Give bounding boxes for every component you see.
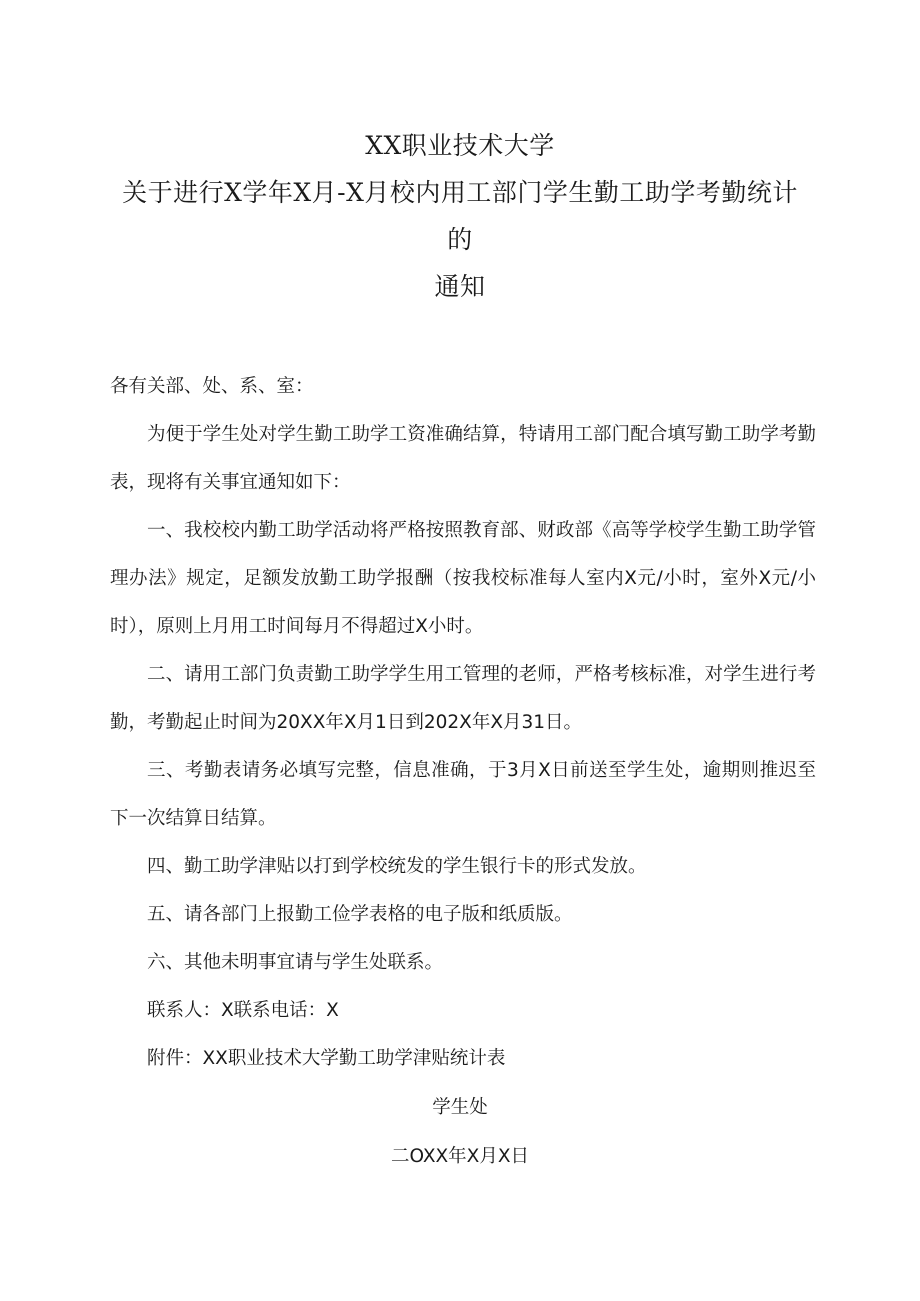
issue-date: 二OXX年X月X日 [390, 1146, 530, 1167]
paragraph-intro: 为便于学生处对学生勤工助学工资准确结算，特请用工部门配合填写勤工助学考勤表，现将有关事宜通知如下： [110, 424, 816, 493]
paragraph-item-2: 二、请用工部门负责勤工助学学生用工管理的老师，严格考核标准，对学生进行考勤，考勤起止时间为20XX年X月1日到202X年X月31日。 [110, 664, 816, 733]
title-subject: 关于进行X学年X月-X月校内用工部门学生勤工助学考勤统计 [122, 178, 798, 207]
contact-line: 联系人：X联系电话：X [147, 1000, 339, 1021]
paragraph-item-4: 四、勤工助学津贴以打到学校统发的学生银行卡的形式发放。 [147, 856, 647, 877]
paragraph-item-3: 三、考勤表请务必填写完整，信息准确，于3月X日前送至学生处，逾期则推迟至下一次结算日结算。 [110, 760, 816, 829]
paragraph-item-6: 六、其他未明事宜请与学生处联系。 [147, 952, 444, 973]
title-notice: 通知 [434, 272, 486, 301]
title-institution: XX职业技术大学 [365, 131, 555, 160]
paragraph-item-5: 五、请各部门上报勤工俭学表格的电子版和纸质版。 [147, 904, 573, 925]
issuer: 学生处 [432, 1097, 488, 1118]
salutation: 各有关部、处、系、室： [110, 376, 314, 397]
attachment-line: 附件：XX职业技术大学勤工助学津贴统计表 [147, 1048, 506, 1069]
notice-body [110, 411, 816, 1083]
paragraph-item-1: 一、我校校内勤工助学活动将严格按照教育部、财政部《高等学校学生勤工助学管理办法》规定，足额发放勤工助学报酬（按我校标准每人室内X元/小时，室外X元/小时），原则上月用工时间每月不得超过X小时。 [110, 520, 816, 637]
document-title [0, 122, 920, 310]
title-subject-continued: 的 [447, 225, 473, 254]
